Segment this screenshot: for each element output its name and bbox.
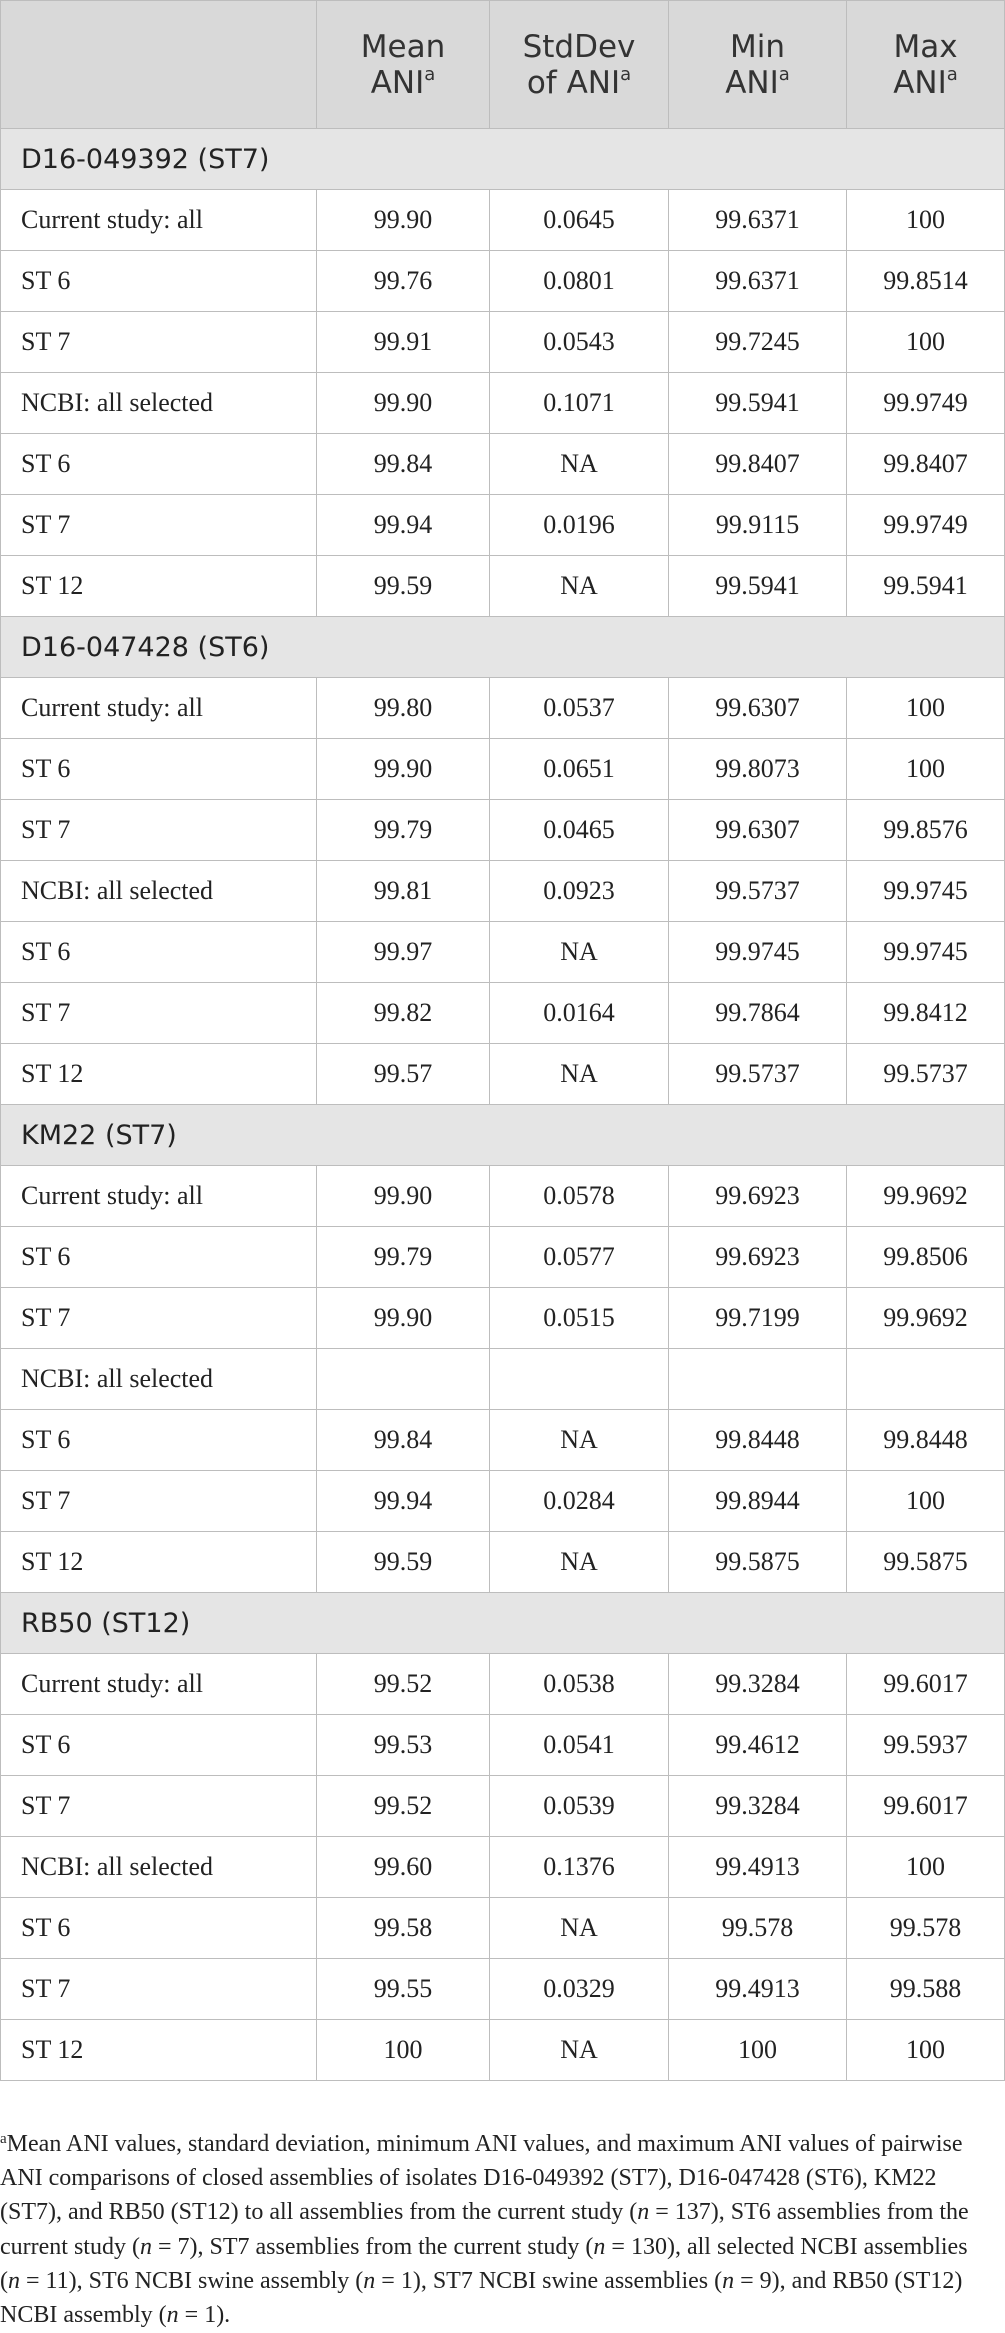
min-ani-cell: 99.8073 [669,739,847,800]
table-row [1,312,1005,373]
mean-ani-cell: 99.97 [317,922,490,983]
min-ani-cell: 99.4612 [669,1715,847,1776]
stddev-ani-cell: 0.0539 [490,1776,669,1837]
table-row [1,1227,1005,1288]
table-row [1,1654,1005,1715]
mean-ani-cell: 99.79 [317,800,490,861]
min-ani-cell: 99.5941 [669,556,847,617]
header-footnote-marker: a [778,63,790,85]
footnote-text: = 130), all selected NCBI assemblies ( [0,2233,968,2294]
min-ani-cell: 99.5737 [669,1044,847,1105]
max-ani-cell: 100 [847,678,1005,739]
max-ani-cell: 99.578 [847,1898,1005,1959]
stddev-ani-cell: 0.0284 [490,1471,669,1532]
min-ani-cell: 99.6307 [669,800,847,861]
max-ani-cell: 100 [847,1471,1005,1532]
max-ani-cell: 99.9692 [847,1288,1005,1349]
max-ani-cell: 100 [847,1837,1005,1898]
max-ani-cell: 99.9745 [847,861,1005,922]
max-ani-cell: 100 [847,312,1005,373]
row-label: ST 6 [1,251,317,312]
max-ani-cell: 99.8412 [847,983,1005,1044]
mean-ani-cell: 99.90 [317,1288,490,1349]
min-ani-cell: 99.4913 [669,1959,847,2020]
min-ani-cell: 99.6923 [669,1166,847,1227]
mean-ani-cell: 99.60 [317,1837,490,1898]
table-footnote [0,2127,990,2332]
table-row [1,1410,1005,1471]
row-label: ST 7 [1,1959,317,2020]
stddev-ani-cell: 0.0538 [490,1654,669,1715]
header-blank-cell [1,1,317,129]
row-label: Current study: all [1,1654,317,1715]
mean-ani-cell: 99.55 [317,1959,490,2020]
footnote-text: = 11), ST6 NCBI swine assembly ( [20,2267,364,2294]
table-row [1,495,1005,556]
header-footnote-marker: a [946,63,958,85]
mean-ani-cell: 99.90 [317,739,490,800]
table-row [1,922,1005,983]
table-row [1,1166,1005,1227]
row-label: ST 12 [1,556,317,617]
table-body [1,129,1005,2081]
max-ani-cell: 99.588 [847,1959,1005,2020]
stddev-ani-cell: 0.0543 [490,312,669,373]
mean-ani-cell [317,1349,490,1410]
min-ani-cell: 99.5875 [669,1532,847,1593]
min-ani-cell: 99.8944 [669,1471,847,1532]
stddev-ani-cell: 0.0515 [490,1288,669,1349]
row-label: ST 12 [1,1532,317,1593]
stddev-ani-cell: 0.0329 [490,1959,669,2020]
table-row [1,1349,1005,1410]
stddev-ani-cell: 0.0923 [490,861,669,922]
mean-ani-cell: 99.76 [317,251,490,312]
footnote-text: = 7), ST7 assemblies from the current study ( [151,2233,594,2260]
section-header-row [1,1105,1005,1166]
mean-ani-cell: 99.53 [317,1715,490,1776]
header-stddev-ani-label: StdDev of ANI [522,28,636,101]
header-stddev-ani [490,1,669,129]
row-label: ST 6 [1,739,317,800]
min-ani-cell: 99.7864 [669,983,847,1044]
max-ani-cell: 100 [847,739,1005,800]
max-ani-cell: 100 [847,190,1005,251]
stddev-ani-cell: 0.0578 [490,1166,669,1227]
mean-ani-cell: 99.84 [317,434,490,495]
header-footnote-marker: a [424,63,436,85]
mean-ani-cell: 99.80 [317,678,490,739]
footnote-italic-n: n [8,2267,20,2294]
row-label: NCBI: all selected [1,861,317,922]
stddev-ani-cell: NA [490,1044,669,1105]
mean-ani-cell: 99.59 [317,556,490,617]
max-ani-cell: 99.6017 [847,1654,1005,1715]
section-header-row [1,1593,1005,1654]
min-ani-cell: 99.7245 [669,312,847,373]
row-label: ST 7 [1,800,317,861]
stddev-ani-cell: NA [490,1532,669,1593]
section-title: KM22 (ST7) [1,1105,1005,1166]
row-label: NCBI: all selected [1,1837,317,1898]
stddev-ani-cell: NA [490,922,669,983]
mean-ani-cell: 99.82 [317,983,490,1044]
mean-ani-cell: 99.81 [317,861,490,922]
footnote-italic-n: n [139,2233,152,2260]
mean-ani-cell: 99.57 [317,1044,490,1105]
table-row [1,1837,1005,1898]
min-ani-cell: 99.3284 [669,1776,847,1837]
row-label: ST 7 [1,1288,317,1349]
max-ani-cell: 99.8576 [847,800,1005,861]
stddev-ani-cell: 0.0164 [490,983,669,1044]
max-ani-cell: 99.8506 [847,1227,1005,1288]
footnote-italic-n: n [166,2302,179,2329]
stddev-ani-cell: 0.0645 [490,190,669,251]
min-ani-cell: 99.6307 [669,678,847,739]
mean-ani-cell: 99.58 [317,1898,490,1959]
table-row [1,190,1005,251]
table-row [1,434,1005,495]
row-label: NCBI: all selected [1,1349,317,1410]
table-row [1,1959,1005,2020]
mean-ani-cell: 99.94 [317,1471,490,1532]
mean-ani-cell: 100 [317,2020,490,2081]
max-ani-cell: 99.6017 [847,1776,1005,1837]
footnote-italic-n: n [363,2267,376,2294]
row-label: Current study: all [1,1166,317,1227]
section-title: RB50 (ST12) [1,1593,1005,1654]
table-row [1,800,1005,861]
min-ani-cell: 99.9745 [669,922,847,983]
stddev-ani-cell: 0.0801 [490,251,669,312]
section-header-row [1,617,1005,678]
stddev-ani-cell: 0.0541 [490,1715,669,1776]
table-row [1,373,1005,434]
table-row [1,1044,1005,1105]
stddev-ani-cell: NA [490,1898,669,1959]
row-label: ST 6 [1,434,317,495]
min-ani-cell [669,1349,847,1410]
row-label: ST 7 [1,1471,317,1532]
mean-ani-cell: 99.91 [317,312,490,373]
footnote-text: = 1), ST7 NCBI swine assemblies ( [375,2267,723,2294]
max-ani-cell: 99.5737 [847,1044,1005,1105]
stddev-ani-cell: NA [490,556,669,617]
table-row [1,983,1005,1044]
min-ani-cell: 99.8448 [669,1410,847,1471]
min-ani-cell: 99.6923 [669,1227,847,1288]
max-ani-cell [847,1349,1005,1410]
table-header [1,1,1005,129]
table-row [1,678,1005,739]
row-label: ST 6 [1,1898,317,1959]
mean-ani-cell: 99.90 [317,1166,490,1227]
min-ani-cell: 99.6371 [669,190,847,251]
min-ani-cell: 99.9115 [669,495,847,556]
row-label: ST 7 [1,983,317,1044]
mean-ani-cell: 99.52 [317,1776,490,1837]
row-label: NCBI: all selected [1,373,317,434]
min-ani-cell: 99.5737 [669,861,847,922]
table-row [1,556,1005,617]
min-ani-cell: 99.578 [669,1898,847,1959]
stddev-ani-cell: NA [490,2020,669,2081]
footnote-text: = 9), and RB50 (ST12) NCBI assembly ( [0,2267,963,2329]
max-ani-cell: 99.9692 [847,1166,1005,1227]
footnote-text: = 1). [178,2302,231,2329]
min-ani-cell: 99.7199 [669,1288,847,1349]
max-ani-cell: 99.9749 [847,495,1005,556]
min-ani-cell: 99.3284 [669,1654,847,1715]
max-ani-cell: 99.9745 [847,922,1005,983]
max-ani-cell: 99.9749 [847,373,1005,434]
row-label: ST 7 [1,312,317,373]
table-row [1,1776,1005,1837]
min-ani-cell: 99.6371 [669,251,847,312]
max-ani-cell: 99.8514 [847,251,1005,312]
table-row [1,1471,1005,1532]
header-mean-ani [317,1,490,129]
max-ani-cell: 99.5875 [847,1532,1005,1593]
stddev-ani-cell: 0.0196 [490,495,669,556]
row-label: ST 6 [1,1410,317,1471]
min-ani-cell: 99.8407 [669,434,847,495]
footnote-italic-n: n [722,2267,735,2294]
footnote-text: = 137), ST6 assemblies from the current study ( [0,2199,969,2260]
row-label: ST 12 [1,1044,317,1105]
max-ani-cell: 99.8448 [847,1410,1005,1471]
footnote-italic-n: n [593,2233,606,2260]
footnote-text: Mean ANI values, standard deviation, minimum ANI values, and maximum ANI values of pairwise ANI comparisons of closed assemblies of isolates D16-049392 (ST7), D16-047428 (ST6), KM22 (ST7), and RB50 (ST12) to all assemblies from the current study ( [0,2131,963,2226]
mean-ani-cell: 99.84 [317,1410,490,1471]
row-label: ST 7 [1,1776,317,1837]
header-min-ani-label: Min ANI [725,28,785,101]
table-row [1,1288,1005,1349]
table-row [1,1532,1005,1593]
section-title: D16-047428 (ST6) [1,617,1005,678]
footnote-italic-n: n [637,2199,650,2226]
section-title: D16-049392 (ST7) [1,129,1005,190]
header-footnote-marker: a [620,63,632,85]
section-header-row [1,129,1005,190]
header-max-ani [847,1,1005,129]
stddev-ani-cell: 0.1376 [490,1837,669,1898]
stddev-ani-cell: 0.0537 [490,678,669,739]
stddev-ani-cell: 0.0651 [490,739,669,800]
stddev-ani-cell: NA [490,434,669,495]
row-label: ST 12 [1,2020,317,2081]
row-label: Current study: all [1,190,317,251]
max-ani-cell: 100 [847,2020,1005,2081]
table-row [1,251,1005,312]
table-row [1,2020,1005,2081]
max-ani-cell: 99.5937 [847,1715,1005,1776]
stddev-ani-cell: NA [490,1410,669,1471]
min-ani-cell: 99.5941 [669,373,847,434]
stddev-ani-cell: 0.1071 [490,373,669,434]
mean-ani-cell: 99.79 [317,1227,490,1288]
header-max-ani-label: Max ANI [893,28,958,101]
max-ani-cell: 99.8407 [847,434,1005,495]
mean-ani-cell: 99.90 [317,373,490,434]
row-label: ST 6 [1,1715,317,1776]
mean-ani-cell: 99.59 [317,1532,490,1593]
mean-ani-cell: 99.52 [317,1654,490,1715]
header-min-ani [669,1,847,129]
footnote-marker: a [0,2131,7,2147]
table-row [1,861,1005,922]
min-ani-cell: 99.4913 [669,1837,847,1898]
stddev-ani-cell: 0.0577 [490,1227,669,1288]
mean-ani-cell: 99.90 [317,190,490,251]
table-row [1,1715,1005,1776]
row-label: ST 7 [1,495,317,556]
mean-ani-cell: 99.94 [317,495,490,556]
row-label: ST 6 [1,922,317,983]
row-label: ST 6 [1,1227,317,1288]
header-mean-ani-label: Mean ANI [360,28,446,101]
row-label: Current study: all [1,678,317,739]
stddev-ani-cell [490,1349,669,1410]
table-row [1,1898,1005,1959]
min-ani-cell: 100 [669,2020,847,2081]
table-row [1,739,1005,800]
max-ani-cell: 99.5941 [847,556,1005,617]
stddev-ani-cell: 0.0465 [490,800,669,861]
